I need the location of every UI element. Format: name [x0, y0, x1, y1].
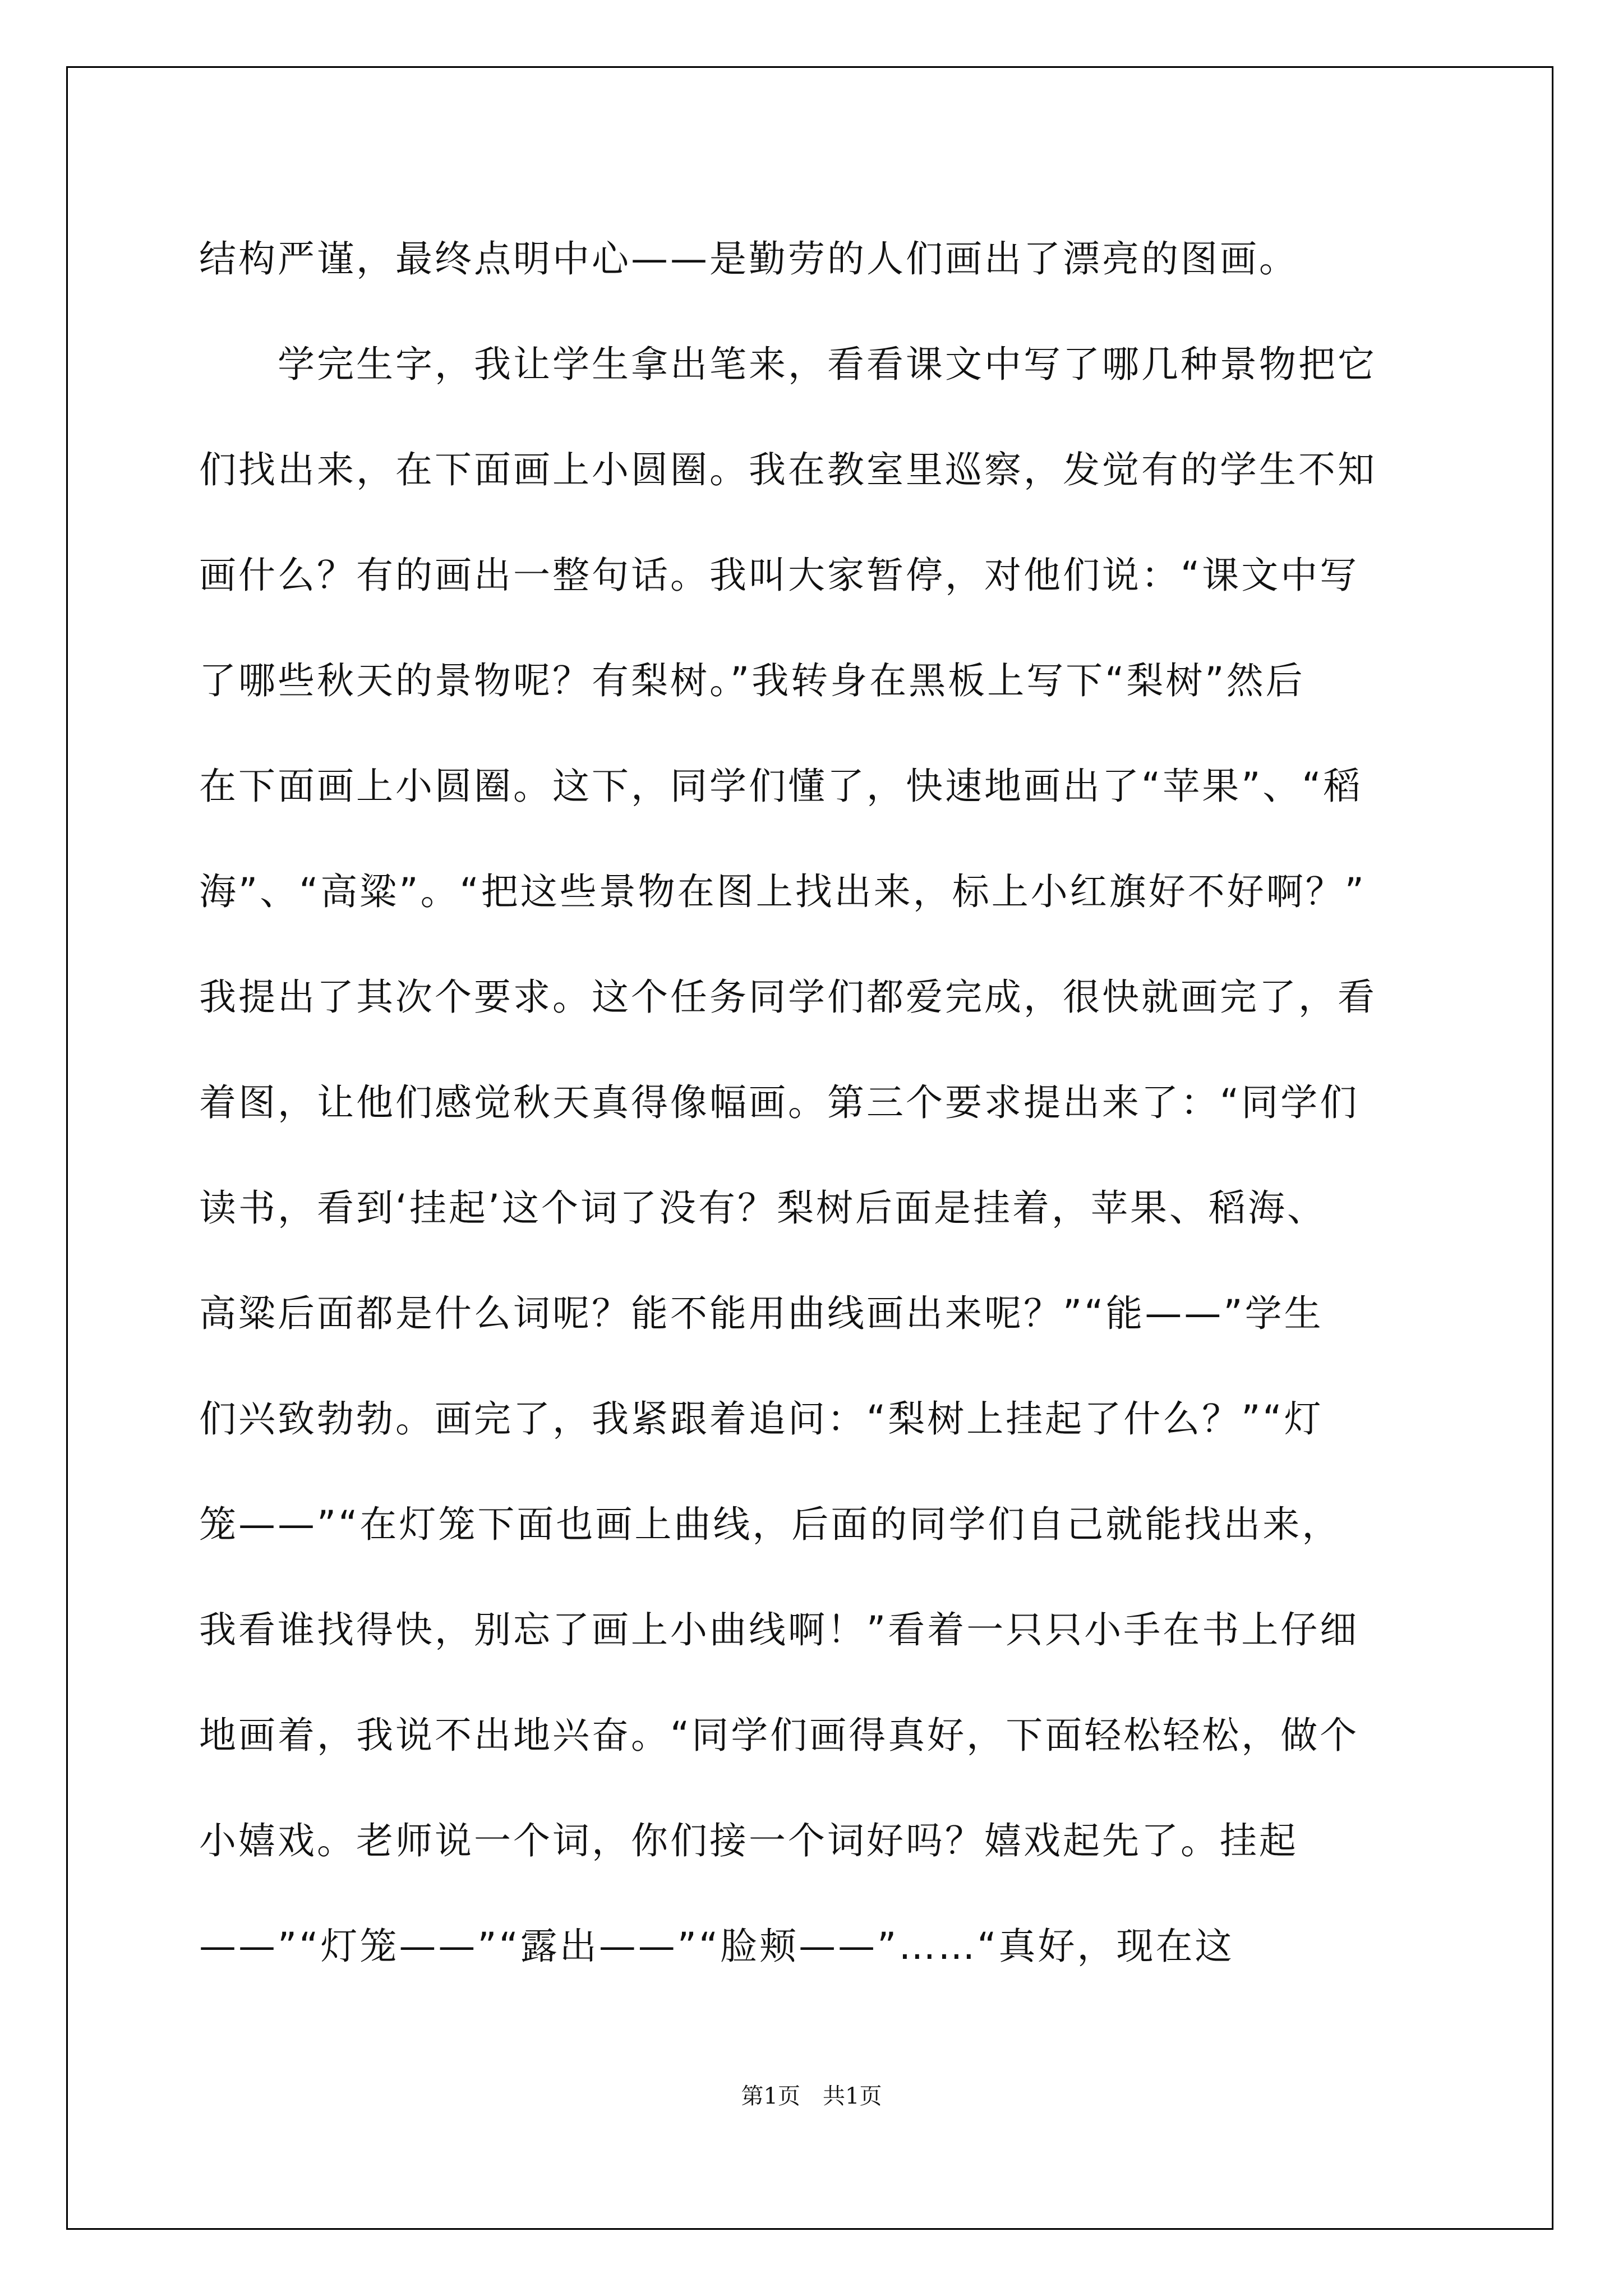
text-line: 读书，看到‘挂起’这个词了没有？梨树后面是挂着，苹果、稻海、 — [199, 1186, 1326, 1230]
text-line: 笼——”“在灯笼下面也画上曲线，后面的同学们自己就能找出来， — [199, 1503, 1341, 1546]
text-line: 我看谁找得快，别忘了画上小曲线啊！”看着一只只小手在书上仔细 — [199, 1608, 1359, 1651]
document-body — [199, 206, 1433, 1999]
text-line: 地画着，我说不出地兴奋。“同学们画得真好，下面轻松轻松，做个 — [199, 1714, 1359, 1757]
page-number-current: 第1页 — [741, 2083, 800, 2109]
text-line: 高粱后面都是什么词呢？能不能用曲线画出来呢？”“能——”学生 — [199, 1292, 1324, 1335]
text-line: ——”“灯笼——”“露出——”“脸颊——”……“真好，现在这 — [199, 1925, 1234, 1968]
text-line: 海”、“高粱”。“把这些景物在图上找出来，标上小红旗好不好啊？” — [199, 870, 1366, 913]
text-line: 在下面画上小圆圈。这下，同学们懂了，快速地画出了“苹果”、“稻 — [199, 765, 1363, 808]
text-line: 了哪些秋天的景物呢？有梨树。”我转身在黑板上写下“梨树”然后 — [199, 659, 1305, 702]
text-line: 学完生字，我让学生拿出笔来，看看课文中写了哪几种景物把它 — [199, 343, 1377, 386]
text-line: 小嬉戏。老师说一个词，你们接一个词好吗？嬉戏起先了。挂起 — [199, 1819, 1298, 1862]
page-number-total: 共1页 — [823, 2083, 882, 2109]
text-line: 们找出来，在下面画上小圆圈。我在教室里巡察，发觉有的学生不知 — [199, 448, 1377, 491]
text-line: 们兴致勃勃。画完了，我紧跟着追问：“梨树上挂起了什么？”“灯 — [199, 1397, 1324, 1441]
text-line: 着图，让他们感觉秋天真得像幅画。第三个要求提出来了：“同学们 — [199, 1081, 1359, 1124]
page-footer — [0, 2078, 1623, 2110]
text-line: 画什么？有的画出一整句话。我叫大家暂停，对他们说：“课文中写 — [199, 554, 1359, 597]
text-line: 我提出了其次个要求。这个任务同学们都爱完成，很快就画完了，看 — [199, 976, 1377, 1019]
text-line: 结构严谨，最终点明中心——是勤劳的人们画出了漂亮的图画。 — [199, 237, 1298, 280]
